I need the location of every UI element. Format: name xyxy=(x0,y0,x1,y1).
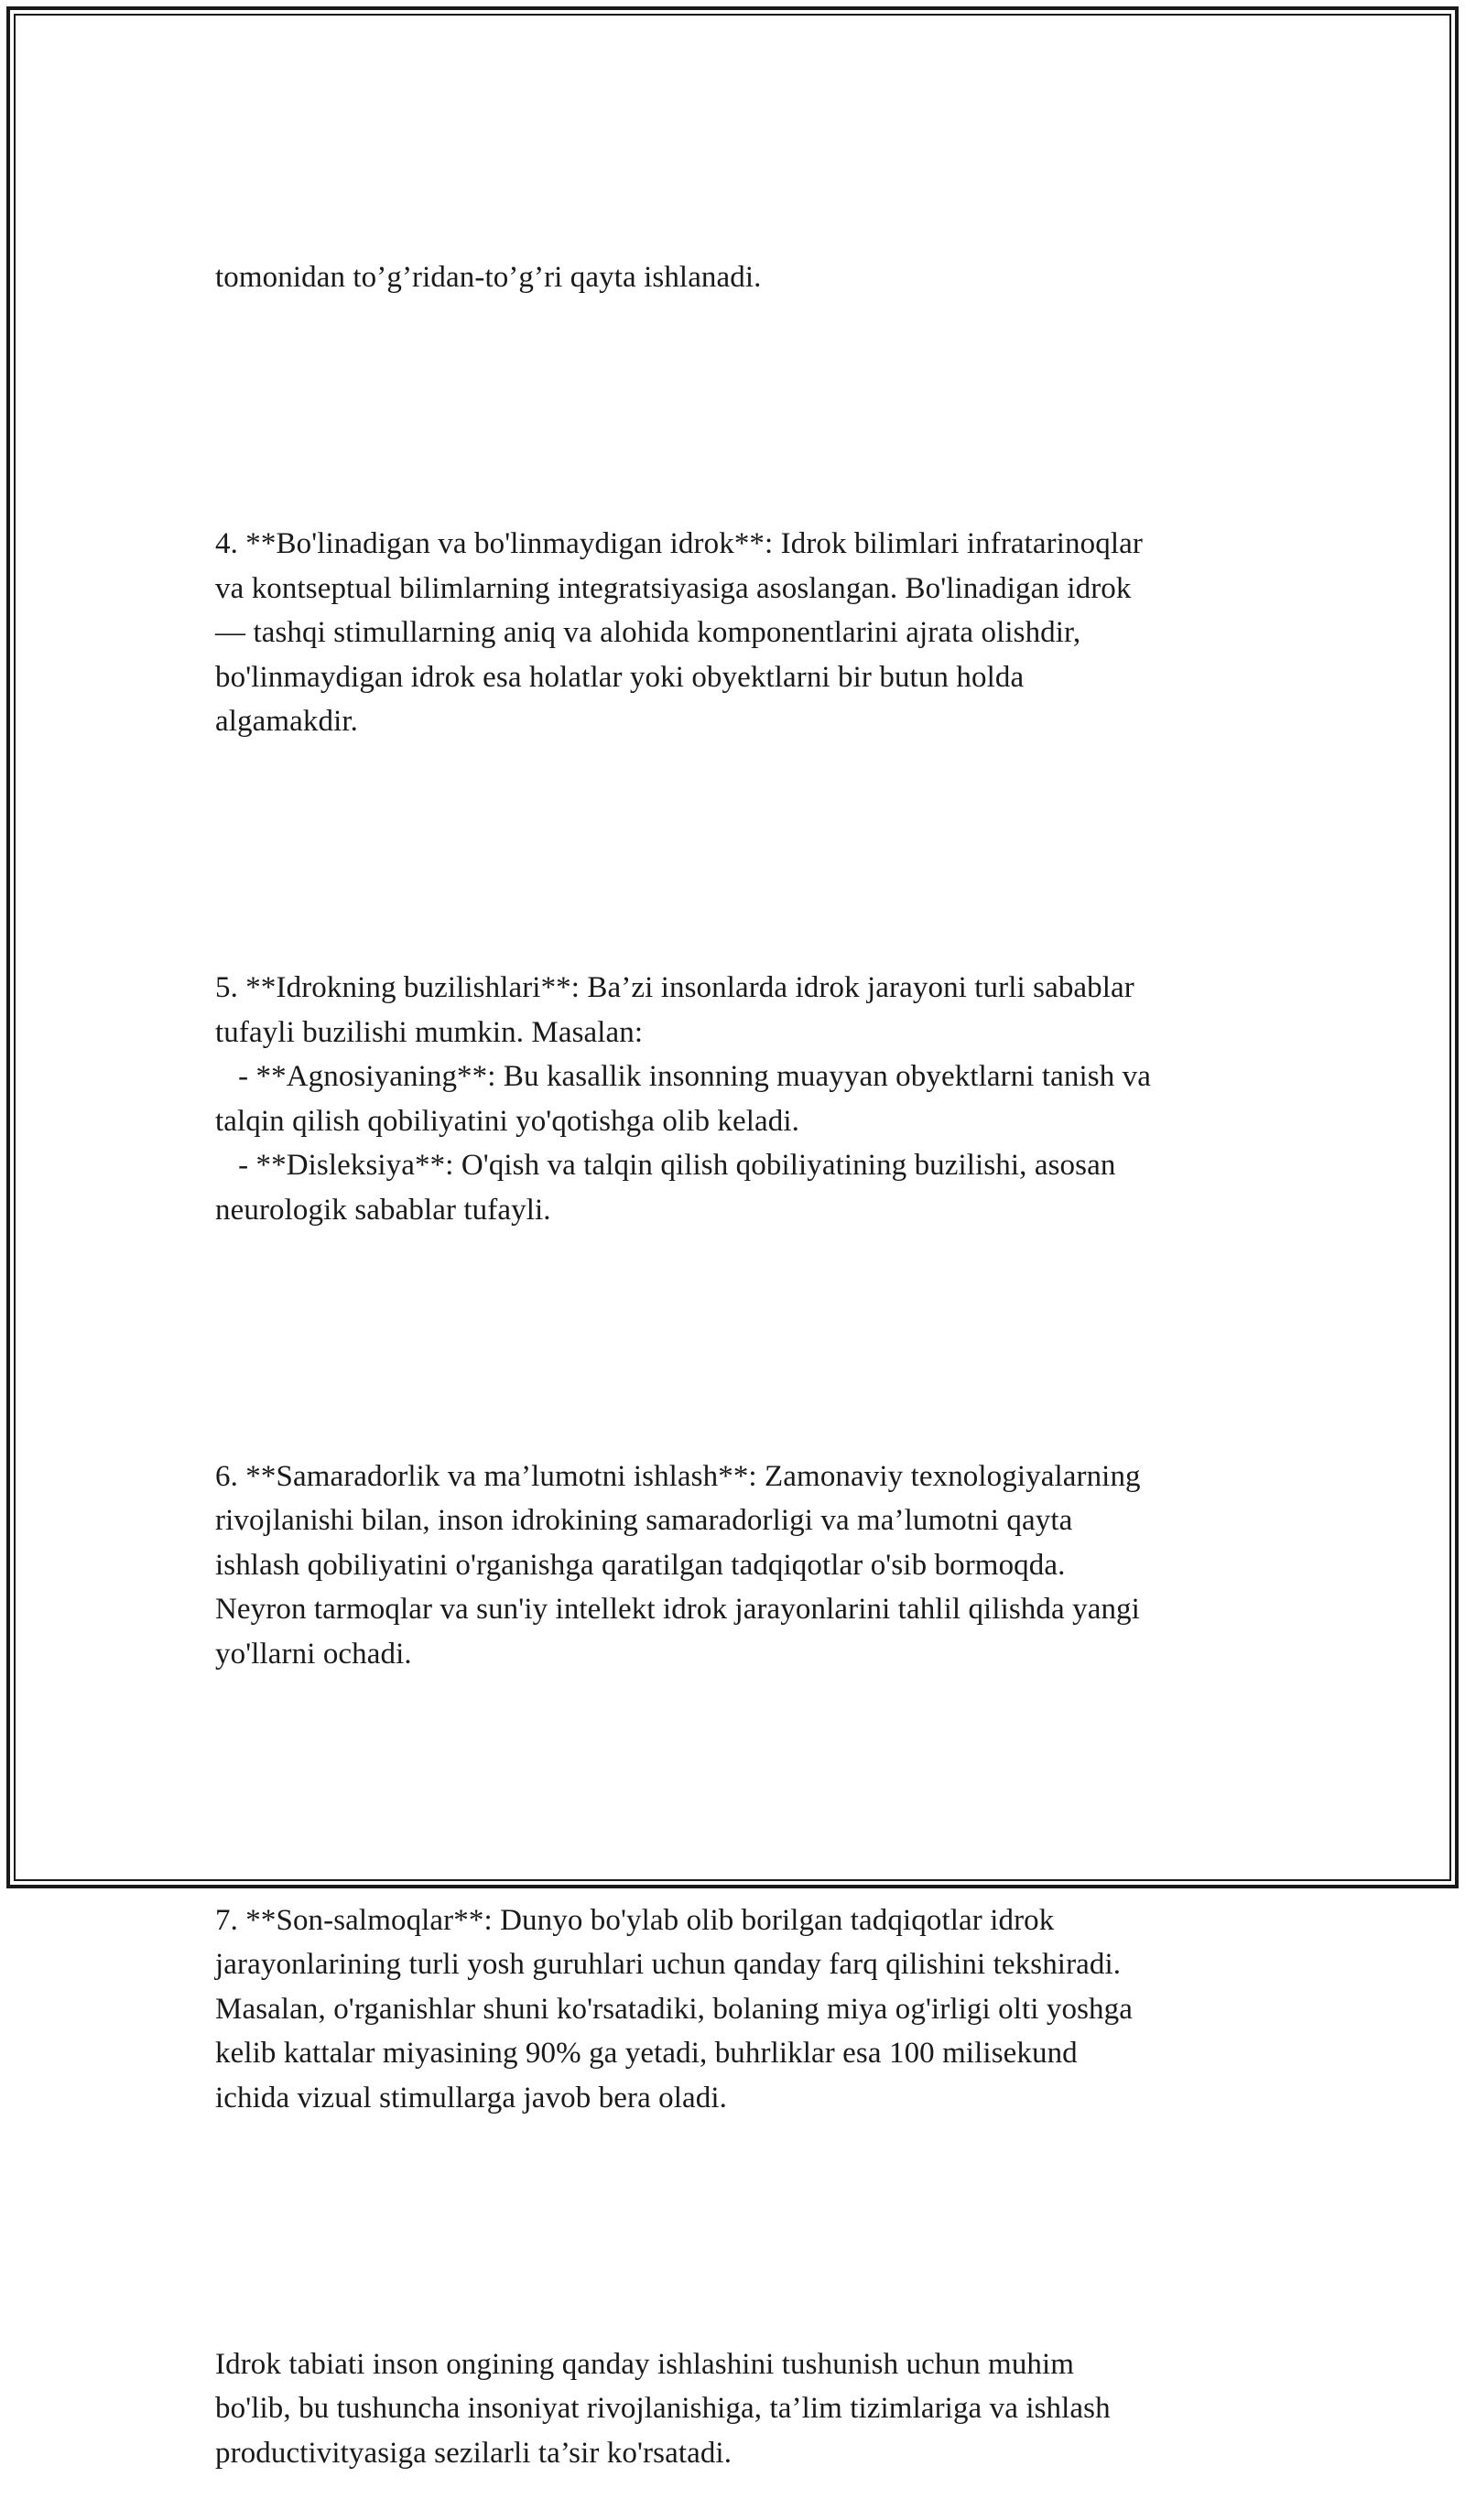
paragraph-continuation: tomonidan to’g’ridan-to’g’ri qayta ishlanadi. xyxy=(215,261,762,294)
paragraph-gap xyxy=(215,1765,1254,1810)
paragraph-item-7: 7. **Son-salmoqlar**: Dunyo bo'ylab olib borilgan tadqiqotlar idrok jarayonlarining turli yosh guruhlari uchun qanday farq qilishini tekshiradi. Masalan, o'rganishlar shuni ko'rsatadiki, bolaning miya og'irligi olti yoshga kelib kattalar miyasining 90% ga yetadi, buhrliklar esa 100 milisekund ichida vizual stimullarga javob bera oladi. xyxy=(215,1903,1133,2114)
paragraph-item-4: 4. **Bo'linadigan va bo'linmaydigan idrok**: Idrok bilimlari infratarinoqlar va kontseptual bilimlarning integratsiyasiga asoslangan. Bo'linadigan idrok — tashqi stimullarning aniq va alohida komponentlarini ajrata olishdir, bo'linmaydigan idrok esa holatlar yoki obyektlarni bir butun holda algamakdir. xyxy=(215,527,1143,738)
document-body xyxy=(215,167,1254,2520)
paragraph-conclusion: Idrok tabiati inson ongining qanday ishlashini tushunish uchun muhim bo'lib, bu tushuncha insoniyat rivojlanishiga, ta’lim tizimlariga va ishlash productivityasiga sezilarli ta’sir ko'rsatadi. xyxy=(215,2347,1111,2470)
paragraph-item-6: 6. **Samaradorlik va ma’lumotni ishlash**: Zamonaviy texnologiyalarning rivojlanishi bilan, inson idrokining samaradorligi va ma’lumotni qayta ishlash qobiliyatini o'rganishga qaratilgan tadqiqotlar o'sib bormoqda. Neyron tarmoqlar va sun'iy intellekt idrok jarayonlarini tahlil qilishda yangi yo'llarni ochadi. xyxy=(215,1459,1141,1671)
paragraph-gap xyxy=(215,833,1254,878)
paragraph-gap xyxy=(215,2209,1254,2254)
paragraph-item-5: 5. **Idrokning buzilishlari**: Ba’zi insonlarda idrok jarayoni turli sabablar tufayli buzilishi mumkin. Masalan: - **Agnosiyaning**: Bu kasallik insonning muayyan obyektlarni tanish va talqin qilish qobiliyatini yo'qotishga olib keladi. - **Disleksiya**: O'qish va talqin qilish qobiliyatining buzilishi, asosan neurologik sabablar tufayli. xyxy=(215,971,1152,1227)
paragraph-gap xyxy=(215,389,1254,434)
paragraph-gap xyxy=(215,1321,1254,1366)
